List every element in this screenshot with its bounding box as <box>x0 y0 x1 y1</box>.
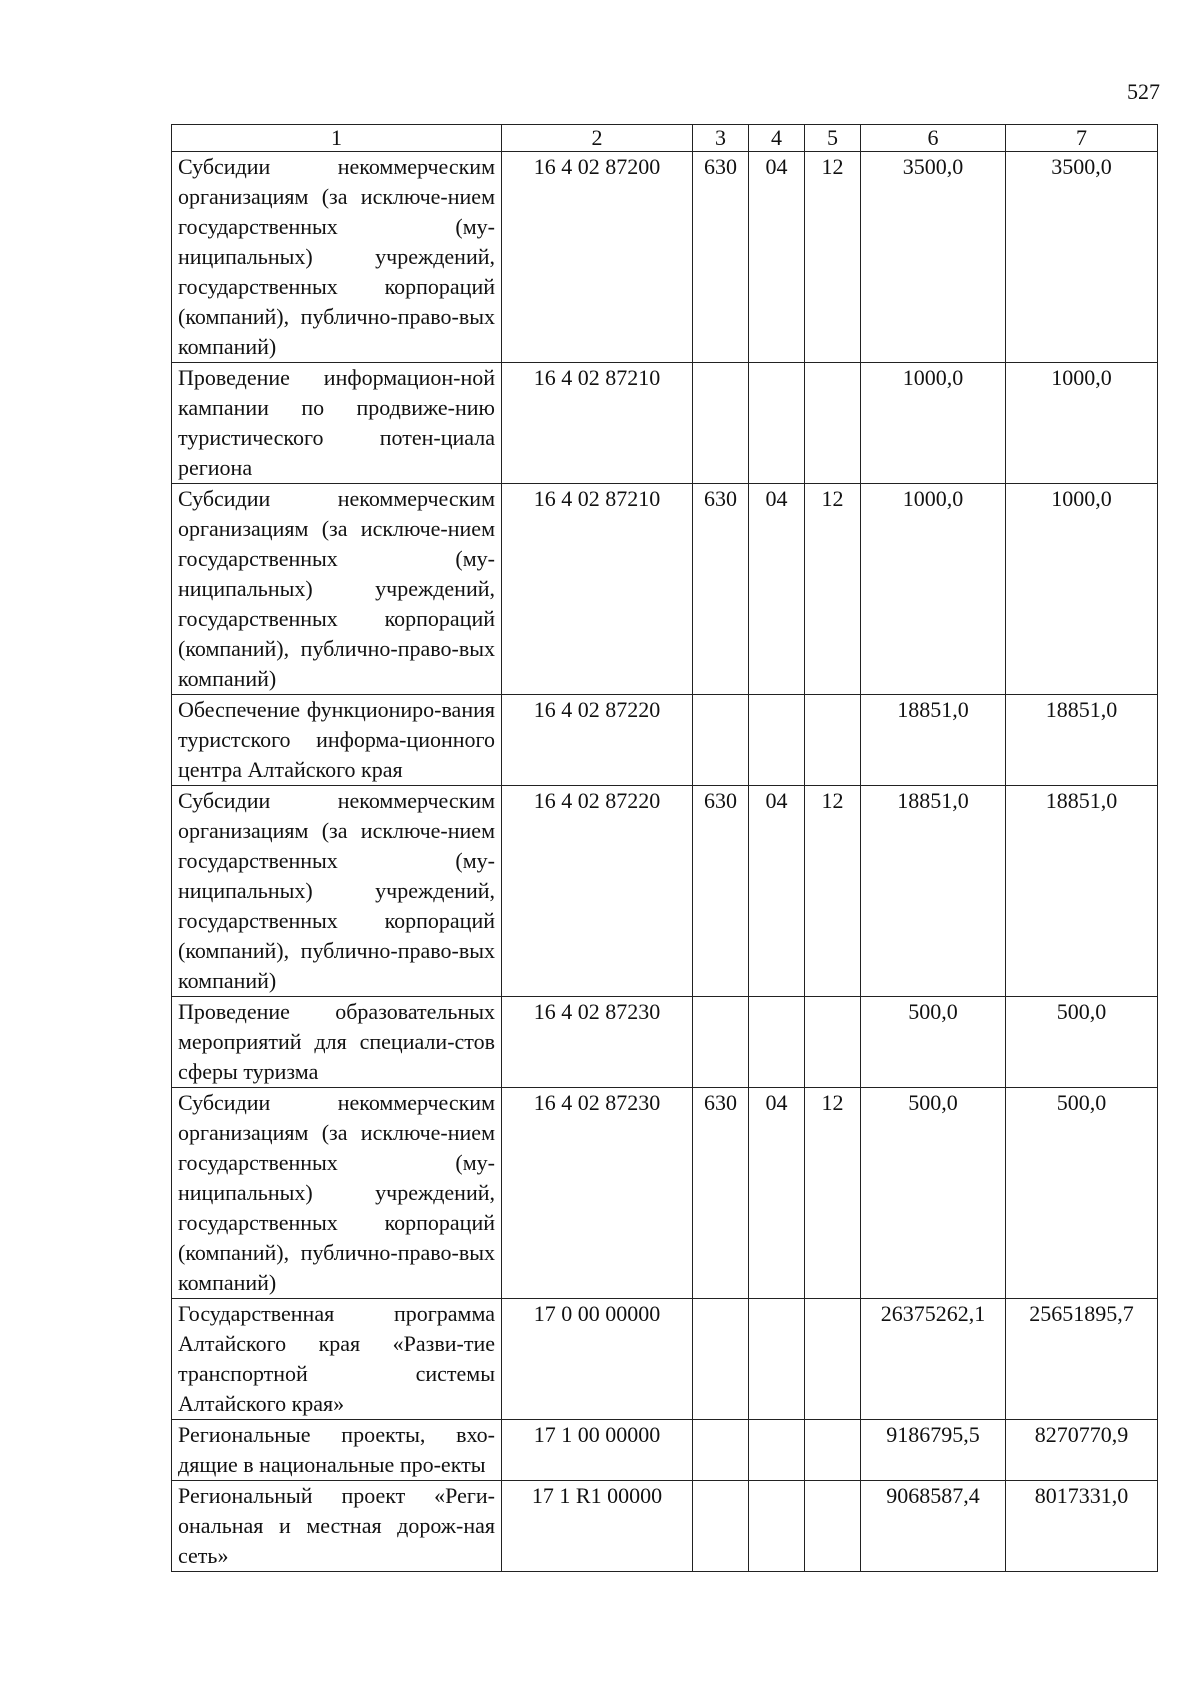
row-col3: 630 <box>693 484 749 695</box>
row-col6: 500,0 <box>861 1088 1006 1299</box>
budget-table <box>171 124 1158 1572</box>
row-code: 17 0 00 00000 <box>502 1299 693 1420</box>
table-body <box>172 152 1158 1572</box>
row-code: 16 4 02 87220 <box>502 695 693 786</box>
row-col7: 18851,0 <box>1006 695 1158 786</box>
table-row <box>172 695 1158 786</box>
row-col4: 04 <box>749 484 805 695</box>
table-row <box>172 152 1158 363</box>
row-code: 17 1 R1 00000 <box>502 1481 693 1572</box>
column-header: 2 <box>502 125 693 152</box>
row-col5: 12 <box>805 484 861 695</box>
row-col3 <box>693 1420 749 1481</box>
row-code: 16 4 02 87200 <box>502 152 693 363</box>
row-col7: 500,0 <box>1006 1088 1158 1299</box>
page-number: 527 <box>1127 79 1160 104</box>
row-col3: 630 <box>693 786 749 997</box>
row-col4 <box>749 997 805 1088</box>
row-col5: 12 <box>805 152 861 363</box>
column-header: 6 <box>861 125 1006 152</box>
table-row <box>172 484 1158 695</box>
table-row <box>172 997 1158 1088</box>
row-col5 <box>805 997 861 1088</box>
row-code: 16 4 02 87220 <box>502 786 693 997</box>
row-col6: 1000,0 <box>861 363 1006 484</box>
row-col5: 12 <box>805 786 861 997</box>
row-col5 <box>805 695 861 786</box>
row-name: Проведение образовательных мероприятий для специали-стов сферы туризма <box>172 997 502 1088</box>
row-col4: 04 <box>749 152 805 363</box>
column-header: 1 <box>172 125 502 152</box>
table-header <box>172 125 1158 152</box>
table-row <box>172 363 1158 484</box>
table-row <box>172 1420 1158 1481</box>
row-col3 <box>693 1481 749 1572</box>
row-col6: 500,0 <box>861 997 1006 1088</box>
row-col5 <box>805 1299 861 1420</box>
row-col6: 26375262,1 <box>861 1299 1006 1420</box>
row-col6: 1000,0 <box>861 484 1006 695</box>
row-col6: 18851,0 <box>861 695 1006 786</box>
table-row <box>172 1088 1158 1299</box>
row-col3: 630 <box>693 152 749 363</box>
row-col5 <box>805 363 861 484</box>
row-col7: 1000,0 <box>1006 484 1158 695</box>
row-col3: 630 <box>693 1088 749 1299</box>
row-col7: 8270770,9 <box>1006 1420 1158 1481</box>
row-col7: 3500,0 <box>1006 152 1158 363</box>
row-col7: 8017331,0 <box>1006 1481 1158 1572</box>
row-col4 <box>749 695 805 786</box>
table-row <box>172 786 1158 997</box>
row-name: Государственная программа Алтайского края «Разви-тие транспортной системы Алтайского края» <box>172 1299 502 1420</box>
row-col7: 1000,0 <box>1006 363 1158 484</box>
row-col7: 25651895,7 <box>1006 1299 1158 1420</box>
row-col6: 9068587,4 <box>861 1481 1006 1572</box>
row-col4 <box>749 363 805 484</box>
row-name: Обеспечение функциониро-вания туристского информа-ционного центра Алтайского края <box>172 695 502 786</box>
row-name: Региональные проекты, вхо-дящие в национальные про-екты <box>172 1420 502 1481</box>
row-name: Региональный проект «Реги-ональная и местная дорож-ная сеть» <box>172 1481 502 1572</box>
row-col7: 18851,0 <box>1006 786 1158 997</box>
row-col4 <box>749 1481 805 1572</box>
row-code: 16 4 02 87230 <box>502 1088 693 1299</box>
row-col5 <box>805 1420 861 1481</box>
row-code: 16 4 02 87210 <box>502 484 693 695</box>
row-col3 <box>693 997 749 1088</box>
row-name: Субсидии некоммерческим организациям (за исключе-нием государственных (му-ниципальных) учреждений, государственных корпораций (компаний), публично-право-вых компаний) <box>172 1088 502 1299</box>
row-col6: 9186795,5 <box>861 1420 1006 1481</box>
row-col3 <box>693 1299 749 1420</box>
table-row <box>172 1299 1158 1420</box>
row-code: 16 4 02 87230 <box>502 997 693 1088</box>
row-code: 17 1 00 00000 <box>502 1420 693 1481</box>
row-col3 <box>693 695 749 786</box>
column-header: 4 <box>749 125 805 152</box>
row-code: 16 4 02 87210 <box>502 363 693 484</box>
column-header: 7 <box>1006 125 1158 152</box>
row-name: Субсидии некоммерческим организациям (за исключе-нием государственных (му-ниципальных) учреждений, государственных корпораций (компаний), публично-право-вых компаний) <box>172 152 502 363</box>
table-row <box>172 1481 1158 1572</box>
column-header: 5 <box>805 125 861 152</box>
row-col4 <box>749 1299 805 1420</box>
row-name: Субсидии некоммерческим организациям (за исключе-нием государственных (му-ниципальных) учреждений, государственных корпораций (компаний), публично-право-вых компаний) <box>172 786 502 997</box>
row-col5: 12 <box>805 1088 861 1299</box>
row-name: Субсидии некоммерческим организациям (за исключе-нием государственных (му-ниципальных) учреждений, государственных корпораций (компаний), публично-право-вых компаний) <box>172 484 502 695</box>
row-col3 <box>693 363 749 484</box>
row-col7: 500,0 <box>1006 997 1158 1088</box>
row-col4: 04 <box>749 1088 805 1299</box>
row-col6: 18851,0 <box>861 786 1006 997</box>
row-col5 <box>805 1481 861 1572</box>
row-col6: 3500,0 <box>861 152 1006 363</box>
row-name: Проведение информацион-ной кампании по продвиже-нию туристического потен-циала региона <box>172 363 502 484</box>
row-col4: 04 <box>749 786 805 997</box>
row-col4 <box>749 1420 805 1481</box>
column-header: 3 <box>693 125 749 152</box>
header-row <box>172 125 1158 152</box>
